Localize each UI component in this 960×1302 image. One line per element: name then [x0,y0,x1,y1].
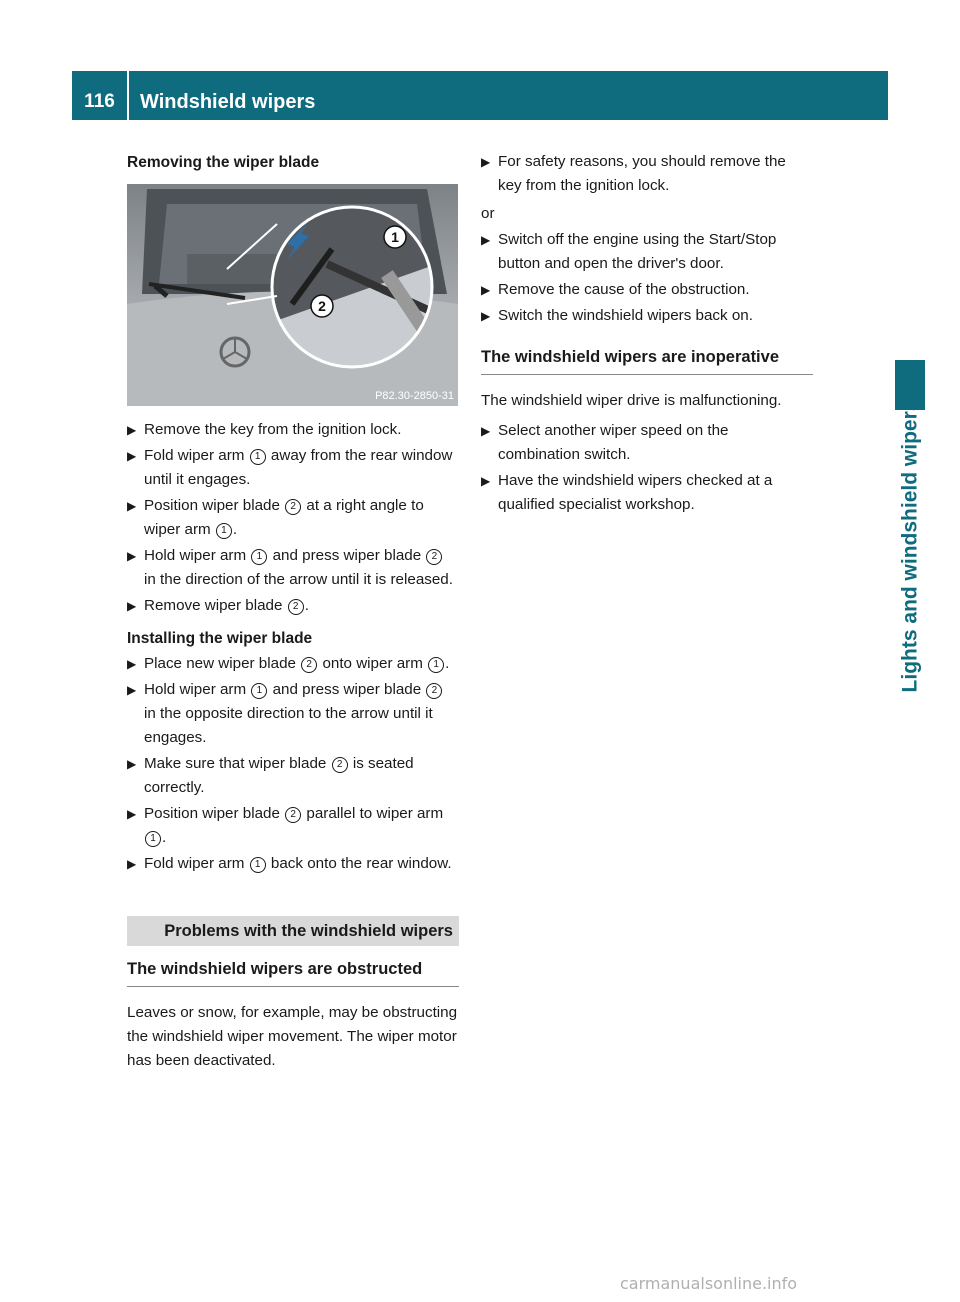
callout-2-icon: 2 [301,657,317,673]
callout-2-icon: 2 [332,757,348,773]
callout-2-icon: 2 [426,549,442,565]
step-position-parallel: ▶ Position wiper blade 2 parallel to wiper arm 1 . [127,802,459,850]
step-have-checked: ▶ Have the windshield wipers checked at a qualified specialist workshop. [481,469,813,517]
header-divider [127,71,129,120]
inoperative-heading: The windshield wipers are inoperative [481,342,813,375]
step-arrow-icon: ▶ [127,683,137,697]
callout-1-icon: 1 [251,549,267,565]
step-arrow-icon: ▶ [481,424,491,438]
callout-1-icon: 1 [251,683,267,699]
step-arrow-icon: ▶ [127,549,137,563]
step-arrow-icon: ▶ [481,474,491,488]
problems-band-heading: Problems with the windshield wipers [127,916,459,946]
or-separator: or [481,205,495,222]
callout-2-icon: 2 [285,499,301,515]
step-remove-blade: ▶ Remove wiper blade 2 . [127,594,459,618]
page-number: 116 [84,91,115,112]
step-place-blade: ▶ Place new wiper blade 2 onto wiper arm 1 . [127,652,459,676]
callout-1-icon: 1 [250,449,266,465]
step-arrow-icon: ▶ [481,309,491,323]
callout-2-icon: 2 [426,683,442,699]
side-tab-label: Lights and windshield wipers [898,399,921,693]
installing-heading: Installing the wiper blade [127,630,313,647]
callout-1-icon [384,226,406,248]
callout-1-icon: 1 [216,523,232,539]
step-arrow-icon: ▶ [127,499,137,513]
step-arrow-icon: ▶ [127,449,137,463]
callout-2-icon: 2 [288,599,304,615]
page-title: Windshield wipers [140,91,316,113]
step-arrow-icon: ▶ [127,423,137,437]
step-hold-press: ▶ Hold wiper arm 1 and press wiper blade 2 in the direction of the arrow until it is released. [127,544,459,592]
step-arrow-icon: ▶ [127,657,137,671]
step-position-blade: ▶ Position wiper blade 2 at a right angle to wiper arm 1 . [127,494,459,542]
step-hold-press-install: ▶ Hold wiper arm 1 and press wiper blade 2 in the opposite direction to the arrow until it engages. [127,678,459,750]
callout-1-label: 1 [391,229,399,245]
obstructed-heading: The windshield wipers are obstructed [127,954,459,987]
step-check-seated: ▶ Make sure that wiper blade 2 is seated correctly. [127,752,459,800]
callout-2-icon: 2 [285,807,301,823]
step-arrow-icon: ▶ [127,807,137,821]
step-switch-off-engine: ▶ Switch off the engine using the Start/Stop button and open the driver's door. [481,228,813,276]
obstructed-text: Leaves or snow, for example, may be obstructing the windshield wiper movement. The wiper motor has been deactivated. [127,1004,458,1069]
step-fold-back: ▶ Fold wiper arm 1 back onto the rear window. [127,852,459,876]
rear-window-illustration [127,184,458,406]
inoperative-text: The windshield wiper drive is malfunctioning. [481,392,782,409]
removing-heading: Removing the wiper blade [127,154,320,171]
right-column [481,150,813,519]
step-arrow-icon: ▶ [481,283,491,297]
step-remove-key-safety: ▶ For safety reasons, you should remove the key from the ignition lock. [481,150,813,198]
callout-1-icon: 1 [145,831,161,847]
step-switch-on: ▶ Switch the windshield wipers back on. [481,304,813,328]
callout-1-icon: 1 [428,657,444,673]
watermark: carmanualsonline.info [620,1274,798,1293]
side-tab [895,399,925,693]
step-arrow-icon: ▶ [481,233,491,247]
wiper-figure [127,184,458,406]
callout-2-label: 2 [318,298,326,314]
left-column [127,150,459,1073]
step-arrow-icon: ▶ [481,155,491,169]
step-arrow-icon: ▶ [127,857,137,871]
callout-2-icon [311,295,333,317]
step-remove-key: ▶ Remove the key from the ignition lock. [127,418,459,442]
figure-code: P82.30-2850-31 [375,390,454,402]
step-select-speed: ▶ Select another wiper speed on the combination switch. [481,419,813,467]
step-remove-cause: ▶ Remove the cause of the obstruction. [481,278,813,302]
step-arrow-icon: ▶ [127,599,137,613]
step-fold-arm: ▶ Fold wiper arm 1 away from the rear window until it engages. [127,444,459,492]
callout-1-icon: 1 [250,857,266,873]
step-arrow-icon: ▶ [127,757,137,771]
